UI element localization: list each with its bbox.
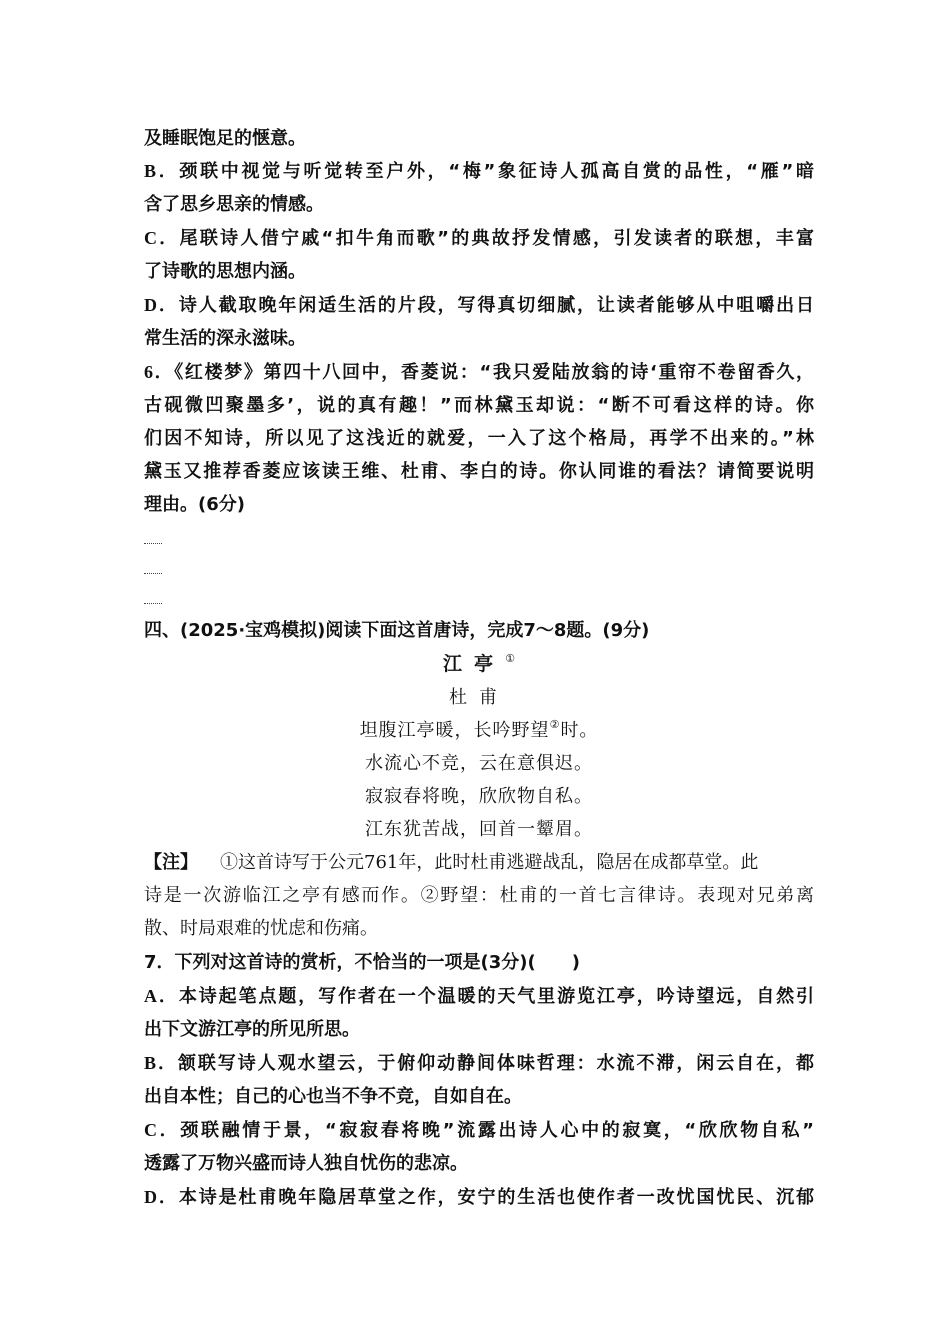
poem-verse: 水流心不竞，云在意俱迟。	[365, 753, 593, 774]
answer-line[interactable]	[144, 573, 162, 574]
q6-stem-line4: 黛玉又推荐香菱应该读王维、杜甫、李白的诗。你认同谁的看法？请简要说明	[144, 461, 814, 482]
q6-stem-line2: 古砚微凹聚墨多’，说的真有趣！”而林黛玉却说：“断不可看这样的诗。你	[144, 395, 814, 416]
poem-verse: 坦腹江亭暖，长吟野望②时。	[359, 718, 599, 741]
note-line1: 【注】 ①这首诗写于公元761年，此时杜甫逃避战乱，隐居在成都草堂。此	[144, 852, 759, 873]
q5-option-b: B．颈联中视觉与听觉转至户外，“梅”象征诗人孤高自赏的品性，“雁”暗	[144, 161, 814, 182]
q5-option-d: D．诗人截取晚年闲适生活的片段，写得真切细腻，让读者能够从中咀嚼出日	[144, 295, 815, 316]
q5-option-b-cont: 含了思乡思亲的情感。	[144, 194, 324, 215]
poem-title: 江亭①	[443, 652, 515, 675]
poem-author: 杜甫	[449, 687, 509, 708]
answer-line[interactable]	[144, 603, 162, 604]
q7-option-a: A．本诗起笔点题，写作者在一个温暖的天气里游览江亭，吟诗望远，自然引	[144, 986, 815, 1007]
q7-option-a-cont: 出下文游江亭的所见所思。	[144, 1019, 360, 1040]
note-line2: 诗是一次游临江之亭有感而作。②野望：杜甫的一首七言律诗。表现对兄弟离	[144, 885, 814, 906]
q5-option-d-cont: 常生活的深永滋味。	[144, 328, 306, 349]
poem-verse: 江东犹苦战，回首一颦眉。	[365, 819, 593, 840]
q6-stem-line3: 们因不知诗，所以见了这浅近的就爱，一入了这个格局，再学不出来的。”林	[144, 428, 814, 449]
q6-stem-line1: 6．《红楼梦》第四十八回中，香菱说：“我只爱陆放翁的诗‘重帘不卷留香久，	[144, 362, 814, 383]
q7-option-c-cont: 透露了万物兴盛而诗人独自忧伤的悲凉。	[144, 1153, 468, 1174]
q5-option-c: C．尾联诗人借宁戚“扣牛角而歌”的典故抒发情感，引发读者的联想，丰富	[144, 228, 814, 249]
footnote-mark: ②	[549, 718, 561, 731]
note-line3: 散、时局艰难的忧虑和伤痛。	[144, 918, 378, 939]
footnote-mark: ①	[505, 652, 515, 665]
q5-optA-tail: 及睡眠饱足的惬意。	[144, 128, 306, 149]
answer-line[interactable]	[144, 543, 162, 544]
q6-stem-line5: 理由。(6分)	[144, 494, 245, 515]
q7-option-c: C．颈联融情于景，“寂寂春将晚”流露出诗人心中的寂寞，“欣欣物自私”	[144, 1120, 814, 1141]
section-heading: 四、(2025·宝鸡模拟)阅读下面这首唐诗，完成7～8题。(9分)	[144, 620, 650, 641]
q7-stem: 7．下列对这首诗的赏析，不恰当的一项是(3分)( )	[144, 952, 580, 973]
q5-option-c-cont: 了诗歌的思想内涵。	[144, 261, 306, 282]
q7-option-b: B．颔联写诗人观水望云，于俯仰动静间体味哲理：水流不滞，闲云自在，都	[144, 1053, 814, 1074]
q7-option-d: D．本诗是杜甫晚年隐居草堂之作，安宁的生活也使作者一改忧国忧民、沉郁	[144, 1187, 815, 1208]
q7-option-b-cont: 出自本性；自己的心也当不争不竞，自如自在。	[144, 1086, 522, 1107]
poem-verse: 寂寂春将晚，欣欣物自私。	[365, 786, 593, 807]
